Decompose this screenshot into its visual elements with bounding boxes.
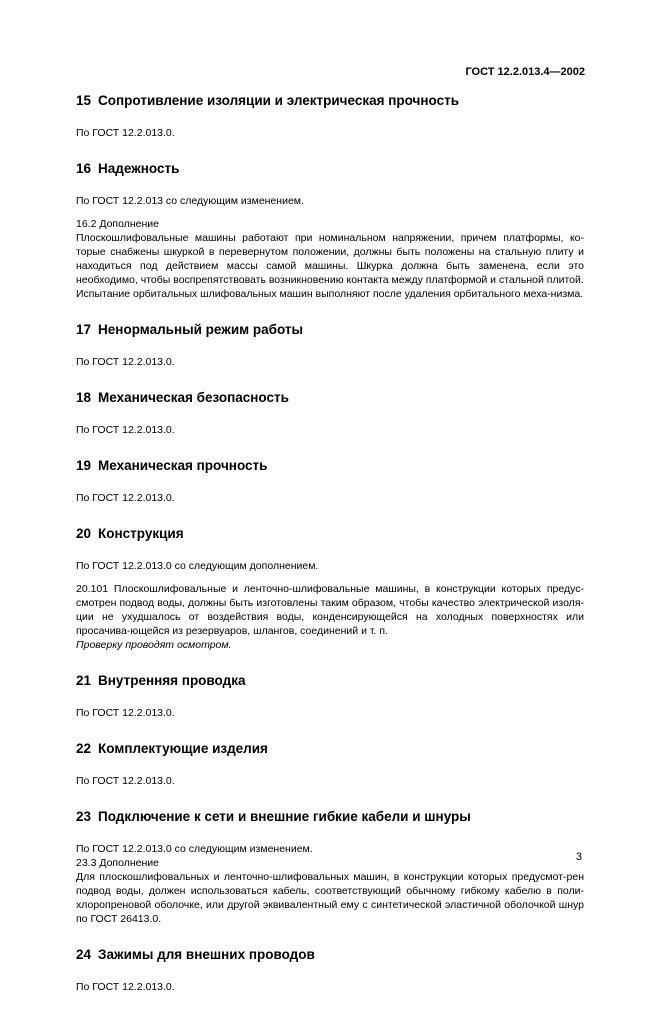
section-title: 16 Надежность [76,161,180,176]
section-21 [76,672,584,720]
section-title: 23 Подключение к сети и внешние гибкие кабели и шнуры [76,809,471,824]
section-22 [76,740,584,788]
section-19 [76,457,584,505]
section-title: 21 Внутренняя проводка [76,673,246,688]
section-reference: По ГОСТ 12.2.013.0. [76,356,175,368]
section-reference: По ГОСТ 12.2.013.0. [76,707,175,719]
paragraph: 20.101 Плоскошлифовальные и ленточно-шлифовальные машины, в конструкции которых предус-смотрен подвод воды, должны быть изготовлены таким образом, чтобы качество электрической изоля-ции не ухудшалось от воздействия воды, конденсирующейся на холодных поверхностях или просачива-ющейся из резервуаров, шлангов, соединений и т. п. [76,583,584,637]
section-title: 18 Механическая безопасность [76,390,289,405]
section-16 [76,160,584,301]
paragraph: Испытание орбитальных шлифовальных машин выполняют после удаления орбитального меха-низма. [76,288,584,300]
subsection-label: 16.2 Дополнение [76,218,159,230]
section-reference: По ГОСТ 12.2.013.0. [76,775,175,787]
section-reference: По ГОСТ 12.2.013.0. [76,424,175,436]
section-15 [76,92,584,140]
section-24 [76,946,584,994]
section-23 [76,808,584,926]
inspection-note: Проверку проводят осмотром. [76,639,232,651]
section-title: 17 Ненормальный режим работы [76,322,304,337]
section-reference: По ГОСТ 12.2.013.0. [76,127,175,139]
paragraph: Плоскошлифовальные машины работают при номинальном напряжении, причем платформы, ко-торые снабжены шкуркой в перевернутом положении, должны быть положены на стальную плиту и находиться под действием массы самой машины. Шкурка должна быть заменена, если это необходимо, чтобы воспрепятствовать возникновению контакта между платформой и стальной плитой. [76,232,584,286]
section-title: 20 Конструкция [76,526,184,541]
section-reference: По ГОСТ 12.2.013 со следующим изменением. [76,195,304,207]
paragraph: Для плоскошлифовальных и ленточно-шлифовальных машин, в конструкции которых предусмот-рен подвод воды, должен использоваться кабель, соответствующий обычному гибкому кабелю в поли-хлоропреновой оболочке, или другой эквивалентный ему с синтетической эластичной оболочкой шнур по ГОСТ 26413.0. [76,871,584,925]
section-reference: По ГОСТ 12.2.013.0. [76,981,175,993]
section-17 [76,321,584,369]
section-title: 19 Механическая прочность [76,458,268,473]
document-header-code: ГОСТ 12.2.013.4—2002 [465,66,585,78]
page-number: 3 [575,851,582,863]
section-reference: По ГОСТ 12.2.013.0 со следующим изменением. [76,843,313,855]
document-body [76,92,584,1014]
section-20 [76,525,584,652]
subsection-label: 23.3 Дополнение [76,857,159,869]
section-title: 15 Сопротивление изоляции и электрическая прочность [76,93,460,108]
section-title: 22 Комплектующие изделия [76,741,268,756]
section-title: 24 Зажимы для внешних проводов [76,947,315,962]
section-reference: По ГОСТ 12.2.013.0 со следующим дополнением. [76,560,319,572]
section-18 [76,389,584,437]
section-reference: По ГОСТ 12.2.013.0. [76,492,175,504]
